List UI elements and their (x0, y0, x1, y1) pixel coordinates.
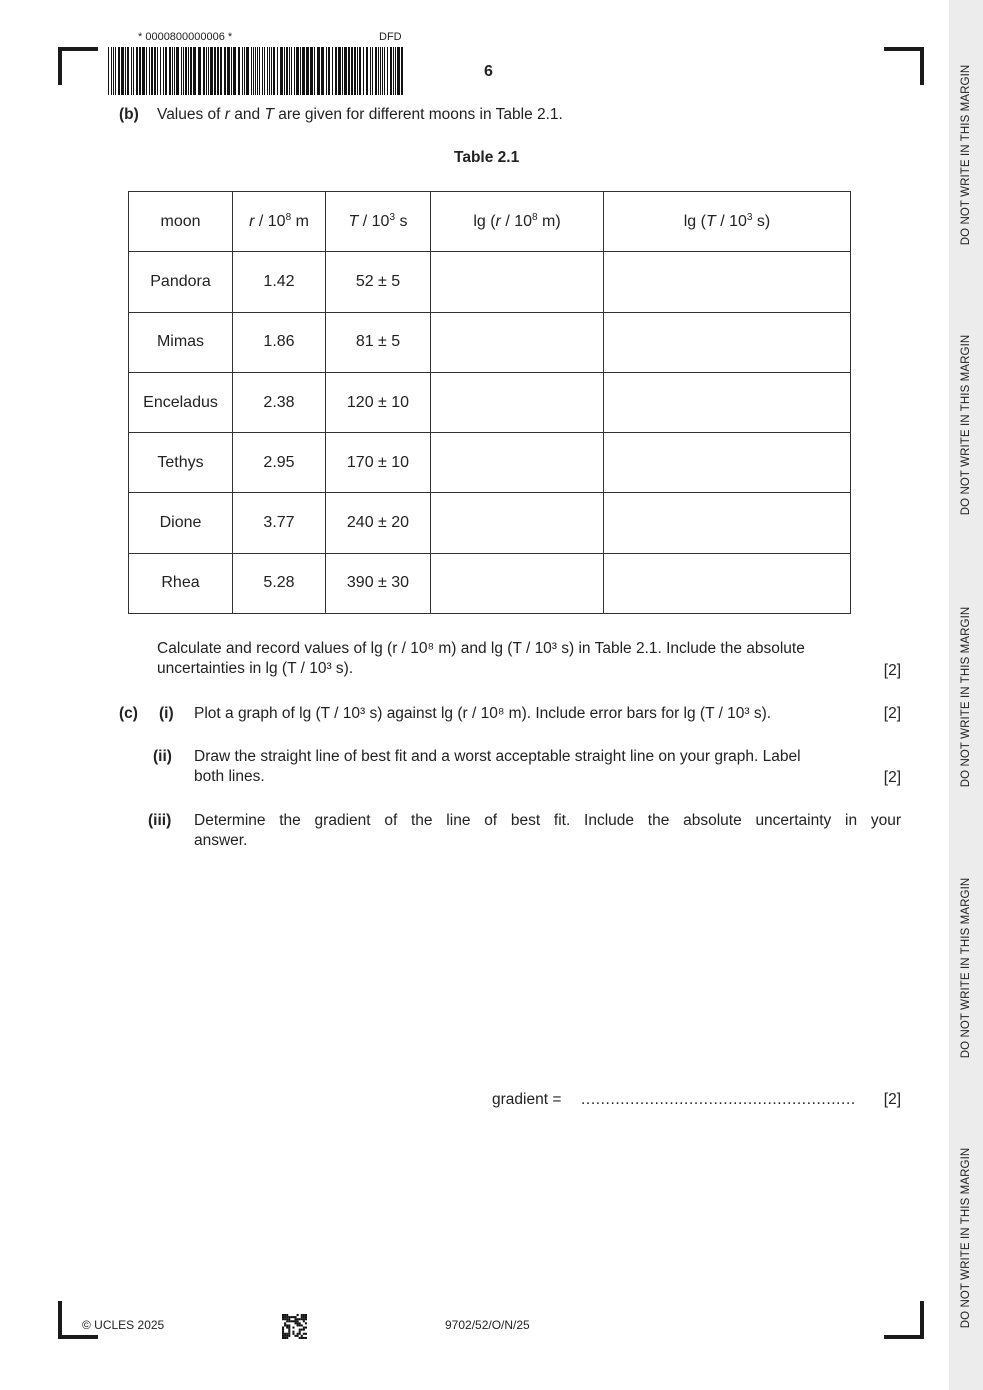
calculate-line-2: uncertainties in lg (T / 10³ s). (157, 660, 354, 677)
table-row (129, 553, 851, 613)
footer-copyright: © UCLES 2025 (82, 1318, 165, 1332)
cell-lg-T-input[interactable] (604, 252, 851, 312)
table-row (129, 312, 851, 372)
cell-r: 2.95 (233, 433, 326, 493)
cell-T: 170 ± 10 (326, 433, 431, 493)
part-c-ii-marks: [2] (883, 769, 901, 786)
footer-paper-code: 9702/52/O/N/25 (445, 1318, 530, 1332)
margin-warning-5: DO NOT WRITE IN THIS MARGIN (960, 1147, 972, 1329)
cell-T: 81 ± 5 (326, 312, 431, 372)
part-c-i-label: (i) (159, 705, 174, 722)
cell-lg-r-input[interactable] (431, 553, 604, 613)
cell-r: 1.42 (233, 252, 326, 312)
barcode-number: * 0000800000006 * (138, 31, 233, 43)
cell-lg-r-input[interactable] (431, 372, 604, 432)
page-number: 6 (484, 63, 493, 80)
cell-lg-T-input[interactable] (604, 553, 851, 613)
cell-T: 390 ± 30 (326, 553, 431, 613)
margin-warning-3: DO NOT WRITE IN THIS MARGIN (960, 606, 972, 788)
header-T: T / $10^3$ s (326, 192, 431, 252)
cell-lg-T-input[interactable] (604, 493, 851, 553)
cell-moon: Enceladus (129, 372, 233, 432)
header-lg-r: $\lg (r / 10^8$ m) (431, 192, 604, 252)
gradient-answer-marks: [2] (883, 1091, 901, 1108)
cell-lg-r-input[interactable] (431, 252, 604, 312)
part-c-ii-label: (ii) (153, 748, 172, 765)
calculate-marks: [2] (883, 662, 901, 679)
part-c-iii-line-2: answer. (194, 832, 248, 849)
cell-T: 52 ± 5 (326, 252, 431, 312)
margin-warning-2: DO NOT WRITE IN THIS MARGIN (960, 334, 972, 516)
cell-lg-r-input[interactable] (431, 433, 604, 493)
cell-T: 240 ± 20 (326, 493, 431, 553)
header-lg-T: $\lg (T / 10^3$ s) (604, 192, 851, 252)
cell-r: 3.77 (233, 493, 326, 553)
margin-warning-1: DO NOT WRITE IN THIS MARGIN (960, 64, 972, 246)
cell-moon: Mimas (129, 312, 233, 372)
table-row (129, 252, 851, 312)
qr-code-image (282, 1314, 307, 1339)
part-b-label: (b) (119, 106, 139, 123)
cell-lg-r-input[interactable] (431, 312, 604, 372)
cell-r: 5.28 (233, 553, 326, 613)
cell-moon: Dione (129, 493, 233, 553)
table-header-row (129, 192, 851, 252)
part-c-iii-line-1: Determine the gradient of the line of best fit. Include the absolute uncertainty in your (194, 812, 901, 829)
cell-lg-T-input[interactable] (604, 372, 851, 432)
cell-lg-r-input[interactable] (431, 493, 604, 553)
header-r: r / $10^8$ m (233, 192, 326, 252)
margin-warning-4: DO NOT WRITE IN THIS MARGIN (960, 877, 972, 1059)
cell-T: 120 ± 10 (326, 372, 431, 432)
part-c-i-marks: [2] (883, 705, 901, 722)
paper-code-dfd: DFD (379, 31, 402, 43)
cell-r: 2.38 (233, 372, 326, 432)
part-c-ii-line-2: both lines. (194, 768, 265, 785)
cell-moon: Pandora (129, 252, 233, 312)
barcode-image (108, 47, 406, 95)
part-b-text: Values of r and T are given for different moons in Table 2.1. (157, 106, 563, 123)
table-caption: Table 2.1 (454, 149, 520, 166)
header-moon: moon (129, 192, 233, 252)
part-c-iii-label: (iii) (148, 812, 172, 829)
table-row (129, 433, 851, 493)
table-row (129, 493, 851, 553)
data-table (128, 191, 851, 614)
part-c-i-text: Plot a graph of lg (T / 10³ s) against lg (r / 10⁸ m). Include error bars for lg (T / 10³ s). (194, 705, 772, 722)
cell-r: 1.86 (233, 312, 326, 372)
cell-moon: Rhea (129, 553, 233, 613)
gradient-answer-field[interactable]: ........................................................ (581, 1091, 856, 1108)
cell-lg-T-input[interactable] (604, 433, 851, 493)
table-row (129, 372, 851, 432)
part-c-ii-line-1: Draw the straight line of best fit and a worst acceptable straight line on your graph. Label (194, 748, 801, 765)
calculate-line-1: Calculate and record values of lg (r / 10⁸ m) and lg (T / 10³ s) in Table 2.1. Include the absolute (157, 640, 805, 657)
cell-moon: Tethys (129, 433, 233, 493)
part-c-label: (c) (119, 705, 138, 722)
cell-lg-T-input[interactable] (604, 312, 851, 372)
gradient-answer-label: gradient = (492, 1091, 562, 1108)
